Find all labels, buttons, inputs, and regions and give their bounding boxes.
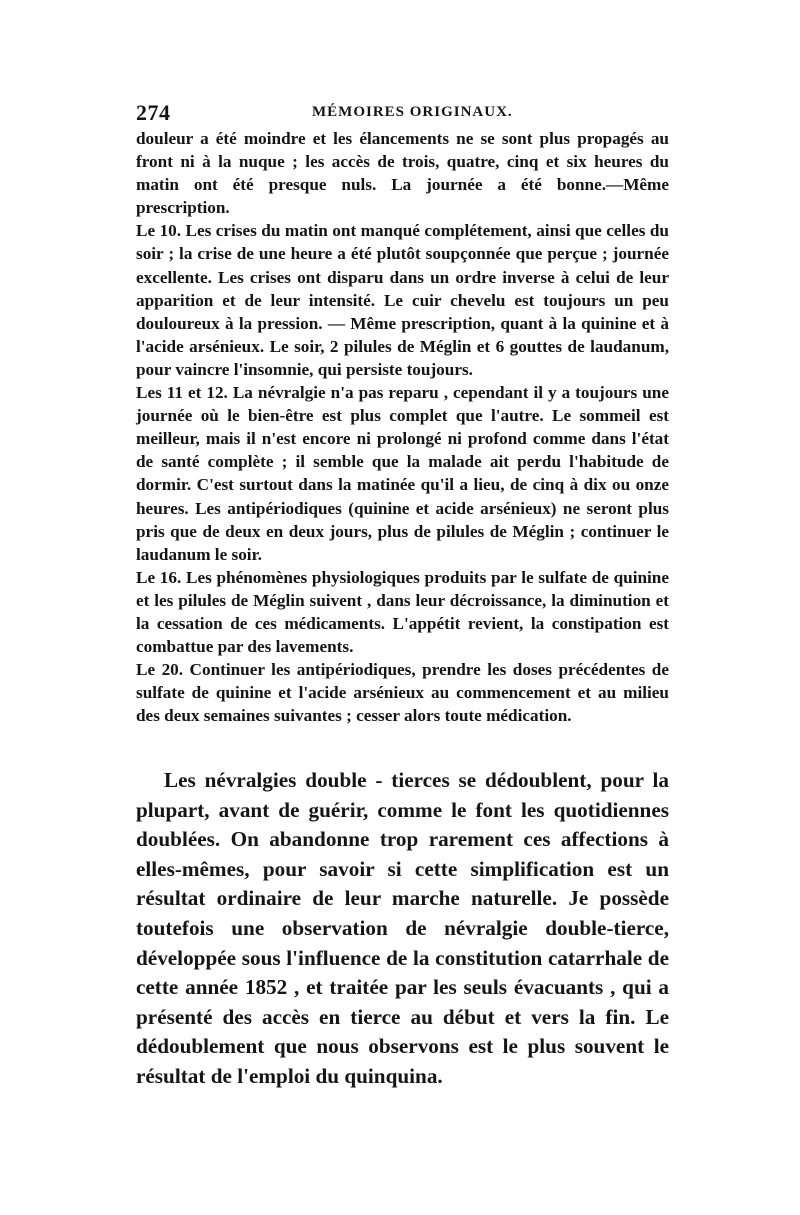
main-paragraph: Les névralgies double - tierces se dédoublent, pour la plupart, avant de guérir, comme le font les quotidiennes doublées. On abandonne trop rarement ces affections à elles-mêmes, pour savoir si cette simplification est un résultat ordinaire de leur marche naturelle. Je possède toutefois une observation de névralgie double-tierce, développée sous l'influence de la constitution catarrhale de cette année 1852 , et traitée par les seuls évacuants , qui a présenté des accès en tierce au début et vers la fin. Le dédoublement que nous observons est le plus souvent le résultat de l'emploi du quinquina.: [136, 768, 669, 1088]
note-entry-days-11-12: Les 11 et 12. La névralgie n'a pas reparu , cependant il y a toujours une journée où le bien-être est plus complet que l'autre. Le sommeil est meilleur, mais il n'est encore ni prolongé ni profond comme dans l'état de santé complète ; il semble que la malade ait perdu l'habitude de dormir. C'est surtout dans la matinée qu'il a lieu, de cinq à dix ou onze heures. Les antipériodiques (quinine et acide arsénieux) ne seront plus pris que de deux en deux jours, plus de pilules de Méglin ; continuer le laudanum le soir.: [136, 383, 669, 564]
note-paragraph-continuation: douleur a été moindre et les élancements ne se sont plus propagés au front ni à la nuque ; les accès de trois, quatre, cinq et six heures du matin ont été presque nuls. La journée a été bonne.—Même prescription.: [136, 129, 669, 218]
note-entry-day-20: Le 20. Continuer les antipériodiques, prendre les doses précédentes de sulfate de quinine et l'acide arsénieux au commencement et au milieu des deux semaines suivantes ; cesser alors toute médication.: [136, 660, 669, 726]
page-number: 274: [136, 100, 171, 125]
running-head: MÉMOIRES ORIGINAUX.: [312, 104, 513, 120]
main-text: [136, 766, 669, 1092]
note-entry-day-10: Le 10. Les crises du matin ont manqué complétement, ainsi que celles du soir ; la crise de une heure a été plutôt soupçonnée que perçue ; journée excellente. Les crises ont disparu dans un ordre inverse à celui de leur apparition et de leur intensité. Le cuir chevelu est toujours un peu douloureux à la pression. — Même prescription, quant à la quinine et à l'acide arsénieux. Le soir, 2 pilules de Méglin et 6 gouttes de laudanum, pour vaincre l'insomnie, qui persiste toujours.: [136, 221, 669, 379]
case-notes: [136, 127, 669, 727]
page-header: [136, 100, 672, 126]
note-entry-day-16: Le 16. Les phénomènes physiologiques produits par le sulfate de quinine et les pilules de Méglin suivent , dans leur décroissance, la diminution et la cessation de ces médicaments. L'appétit revient, la constipation est combattue par des lavements.: [136, 567, 669, 657]
